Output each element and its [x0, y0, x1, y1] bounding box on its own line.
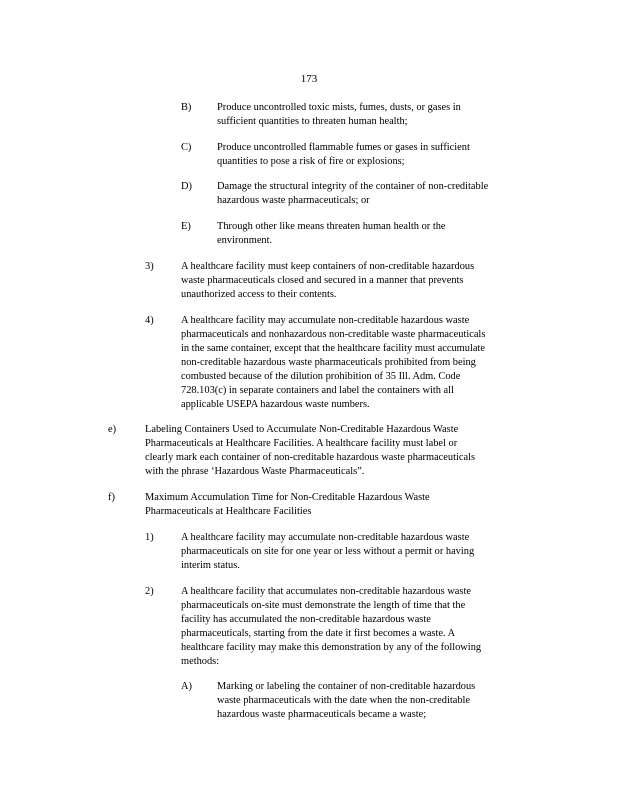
clause-line: Pharmaceuticals at Healthcare Facilities. A healthcare facility must label or: [145, 438, 458, 449]
clause-line: pharmaceuticals on-site must demonstrate the length of time that the: [181, 600, 466, 611]
clause-line: pharmaceuticals, starting from the date it first becomes a waste. A: [181, 628, 456, 639]
clause-line: non-creditable hazardous waste pharmaceuticals prohibited from being: [181, 357, 476, 368]
clause-line: Produce uncontrolled toxic mists, fumes, dusts, or gases in: [217, 102, 461, 113]
clause-line: healthcare facility may make this demonstration by any of the following: [181, 642, 482, 653]
clause-line: Pharmaceuticals at Healthcare Facilities: [145, 506, 312, 517]
clause-label: 4): [145, 315, 154, 326]
clause-label: 1): [145, 532, 154, 543]
clause-label: 2): [145, 586, 154, 597]
clause-line: combusted because of the dilution prohibition of 35 Ill. Adm. Code: [181, 371, 461, 382]
clause-line: Through other like means threaten human health or the: [217, 221, 446, 232]
clause-line: Damage the structural integrity of the container of non-creditable: [217, 181, 489, 192]
clause-line: A healthcare facility that accumulates non-creditable hazardous waste: [181, 586, 471, 597]
clause-line: waste pharmaceuticals closed and secured in a manner that prevents: [181, 275, 464, 286]
clause-line: hazardous waste pharmaceuticals; or: [217, 195, 370, 206]
clause-line: quantities to pose a risk of fire or explosions;: [217, 156, 405, 167]
clause-label: 3): [145, 261, 154, 272]
clause-line: hazardous waste pharmaceuticals became a waste;: [217, 709, 427, 720]
clause-label: E): [181, 221, 191, 232]
clause-line: Maximum Accumulation Time for Non-Creditable Hazardous Waste: [145, 492, 430, 503]
clause-label: C): [181, 142, 192, 153]
clause-line: Labeling Containers Used to Accumulate Non-Creditable Hazardous Waste: [145, 424, 459, 435]
clause-line: A healthcare facility may accumulate non-creditable hazardous waste: [181, 532, 470, 543]
clause-label: B): [181, 102, 192, 113]
clause-line: interim status.: [181, 560, 240, 571]
clause-line: Marking or labeling the container of non-creditable hazardous: [217, 681, 476, 692]
clause-label: f): [108, 492, 115, 503]
clause-line: methods:: [181, 656, 220, 667]
clause-line: sufficient quantities to threaten human health;: [217, 116, 408, 127]
clause-line: waste pharmaceuticals with the date when the non-creditable: [217, 695, 471, 706]
page-number: 173: [300, 73, 318, 85]
clause-line: Produce uncontrolled flammable fumes or gases in sufficient: [217, 142, 470, 153]
clause-line: A healthcare facility must keep containers of non-creditable hazardous: [181, 261, 475, 272]
clause-line: with the phrase ‘Hazardous Waste Pharmaceuticals”.: [145, 466, 365, 477]
clause-line: in the same container, except that the healthcare facility must accumulate: [181, 343, 485, 354]
clause-line: A healthcare facility may accumulate non-creditable hazardous waste: [181, 315, 470, 326]
clause-line: unauthorized access to their contents.: [181, 289, 337, 300]
clause-line: 728.103(c) in separate containers and label the containers with all: [181, 385, 454, 396]
clause-line: pharmaceuticals and nonhazardous non-creditable waste pharmaceuticals: [181, 329, 486, 340]
clause-line: applicable USEPA hazardous waste numbers.: [181, 399, 370, 410]
clause-label: D): [181, 181, 192, 192]
clause-label: A): [181, 681, 192, 692]
clause-line: pharmaceuticals on site for one year or less without a permit or having: [181, 546, 475, 557]
clause-label: e): [108, 424, 117, 435]
clause-line: environment.: [217, 235, 273, 246]
clause-line: facility has accumulated the non-creditable hazardous waste: [181, 614, 431, 625]
clause-line: clearly mark each container of non-creditable hazardous waste pharmaceuticals: [145, 452, 476, 463]
